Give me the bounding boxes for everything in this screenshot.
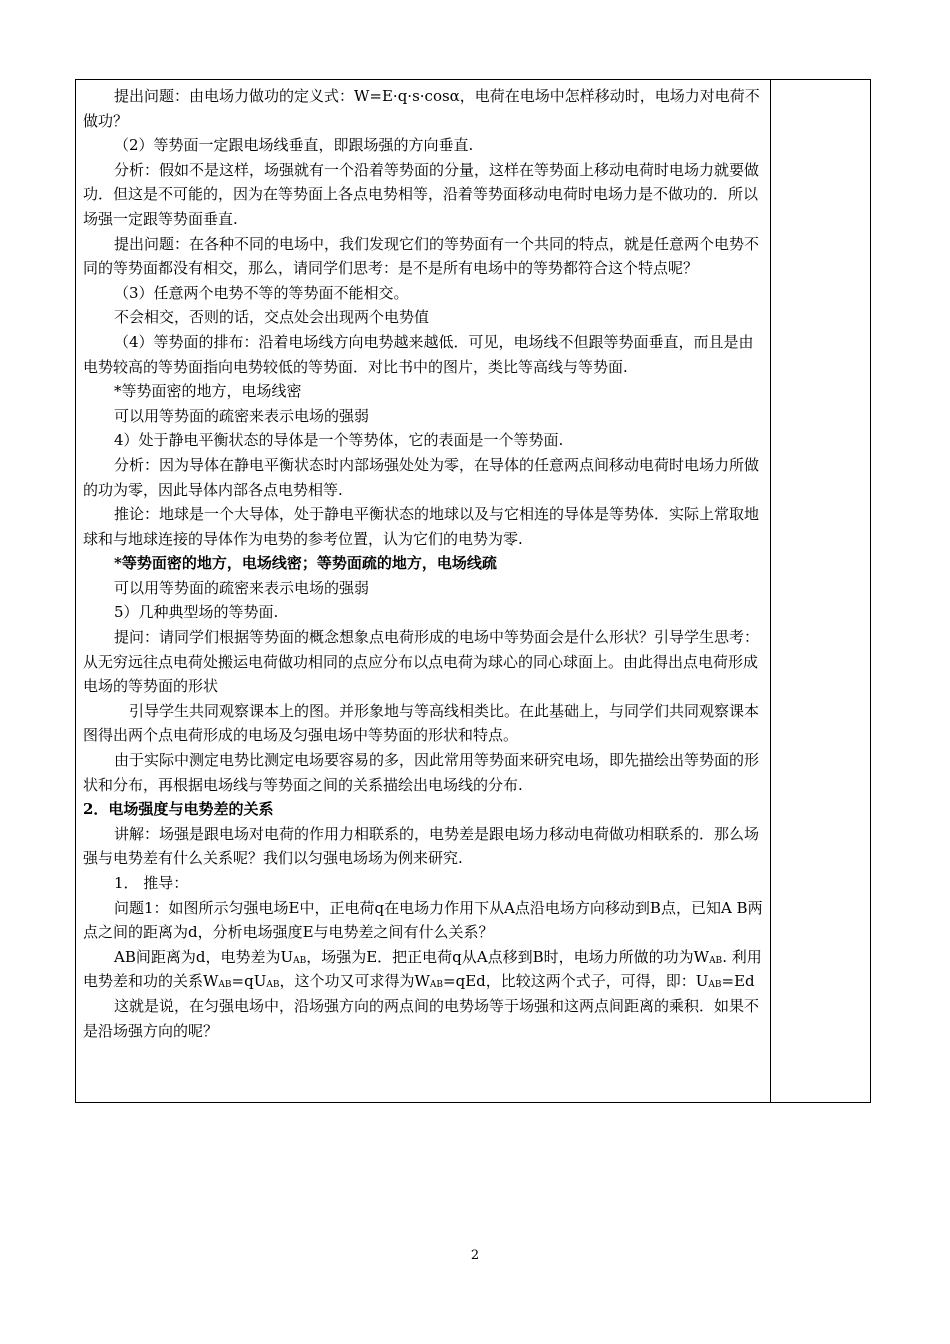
paragraph: （3）任意两个电势不等的等势面不能相交。 <box>114 283 409 302</box>
formula-text: ，场强为E．把正电荷q从A点移到B时，电场力所做的功为W <box>306 947 710 966</box>
paragraph: 分析：假如不是这样，场强就有一个沿着等势面的分量，这样在等势面上移动电荷时电场力就要做功．但这是不可能的，因为在等势面上各点电势相等，沿着等势面移动电荷时电场力是不做功的．所以场强一定跟等势面垂直. <box>83 160 760 228</box>
page-number: 2 <box>470 1248 480 1263</box>
paragraph: *等势面密的地方，电场线密 <box>114 382 302 401</box>
formula-text: AB间距离为d，电势差为U <box>114 947 294 966</box>
paragraph: 提出问题：在各种不同的电场中，我们发现它们的等势面有一个共同的特点，就是任意两个电势不同的等势面都没有相交，那么，请同学们思考：是不是所有电场中的等势都符合这个特点呢？ <box>83 234 760 278</box>
formula-text: =Ed <box>721 972 755 991</box>
subscript: AB <box>709 955 723 966</box>
paragraph: 这就是说，在匀强电场中，沿场强方向的两点间的电势场等于场强和这两点间距离的乘积．如果不是沿场强方向的呢？ <box>83 996 760 1040</box>
paragraph: 4）处于静电平衡状态的导体是一个等势体，它的表面是一个等势面. <box>114 431 564 450</box>
lesson-table <box>75 79 871 1103</box>
paragraph: 由于实际中测定电势比测定电场要容易的多，因此常用等势面来研究电场，即先描绘出等势面的形状和分布，再根据电场线与等势面之间的关系描绘出电场线的分布. <box>83 751 760 794</box>
formula-text: ，这个功又可求得为W <box>279 972 430 991</box>
paragraph: 可以用等势面的疏密来表示电场的强弱 <box>114 406 370 425</box>
formula-text: . 利用电势差和功的关系W <box>83 947 762 991</box>
paragraph: 讲解：场强是跟电场对电荷的作用力相联系的，电势差是跟电场力移动电荷做功相联系的．那么场强与电势差有什么关系呢？我们以匀强电场场为例来研究. <box>83 824 760 868</box>
paragraph: （2）等势面一定跟电场线垂直，即跟场强的方向垂直. <box>114 136 474 155</box>
paragraph: *等势面密的地方，电场线密；等势面疏的地方，电场线疏 <box>114 554 497 573</box>
paragraph: （4）等势面的排布：沿着电场线方向电势越来越低．可见，电场线不但跟等势面垂直，而且是由电势较高的等势面指向电势较低的等势面．对比书中的图片，类比等高线与等势面. <box>83 332 754 376</box>
section-heading: 2．电场强度与电势差的关系 <box>83 800 274 819</box>
subscript: AB <box>293 955 307 966</box>
column-divider <box>770 80 771 1102</box>
subscript: AB <box>429 980 444 991</box>
formula-paragraph <box>83 945 768 994</box>
formula-text: =qU <box>231 972 267 991</box>
paragraph: 1． 推导： <box>114 874 189 892</box>
subscript: AB <box>708 980 722 991</box>
paragraph: 推论：地球是一个大导体，处于静电平衡状态的地球以及与它相连的导体是等势体．实际上常取地球和与地球连接的导体作为电势的参考位置，认为它们的电势为零. <box>83 505 760 548</box>
paragraph: 5）几种典型场的等势面. <box>114 603 279 622</box>
paragraph: 提出问题：由电场力做功的定义式：W=E·q·s·cosα，电荷在电场中怎样移动时，电场力对电荷不做功？ <box>83 87 760 130</box>
paragraph: 提问：请同学们根据等势面的概念想象点电荷形成的电场中等势面会是什么形状？引导学生思考：从无穷远往点电荷处搬运电荷做功相同的点应分布以点电荷为球心的同心球面上。由此得出点电荷形成电场的等势面的形状 <box>83 628 760 696</box>
paragraph: 引导学生共同观察课本上的图。并形象地与等高线相类比。在此基础上，与同学们共同观察课本图得出两个点电荷形成的电场及匀强电场中等势面的形状和特点。 <box>83 701 760 745</box>
subscript: AB <box>266 980 280 991</box>
lesson-content <box>83 84 768 1043</box>
paragraph: 问题1：如图所示匀强电场E中，正电荷q在电场力作用下从A点沿电场方向移动到B点，已知A B两点之间的距离为d，分析电场强度E与电势差之间有什么关系？ <box>83 898 763 942</box>
subscript: AB <box>218 980 232 991</box>
paragraph: 可以用等势面的疏密来表示电场的强弱 <box>114 578 370 597</box>
paragraph: 分析：因为导体在静电平衡状态时内部场强处处为零，在导体的任意两点间移动电荷时电场力所做的功为零，因此导体内部各点电势相等. <box>83 455 760 499</box>
paragraph: 不会相交，否则的话，交点处会出现两个电势值 <box>114 308 430 327</box>
formula-text: =qEd，比较这两个式子，可得，即：U <box>443 972 709 991</box>
